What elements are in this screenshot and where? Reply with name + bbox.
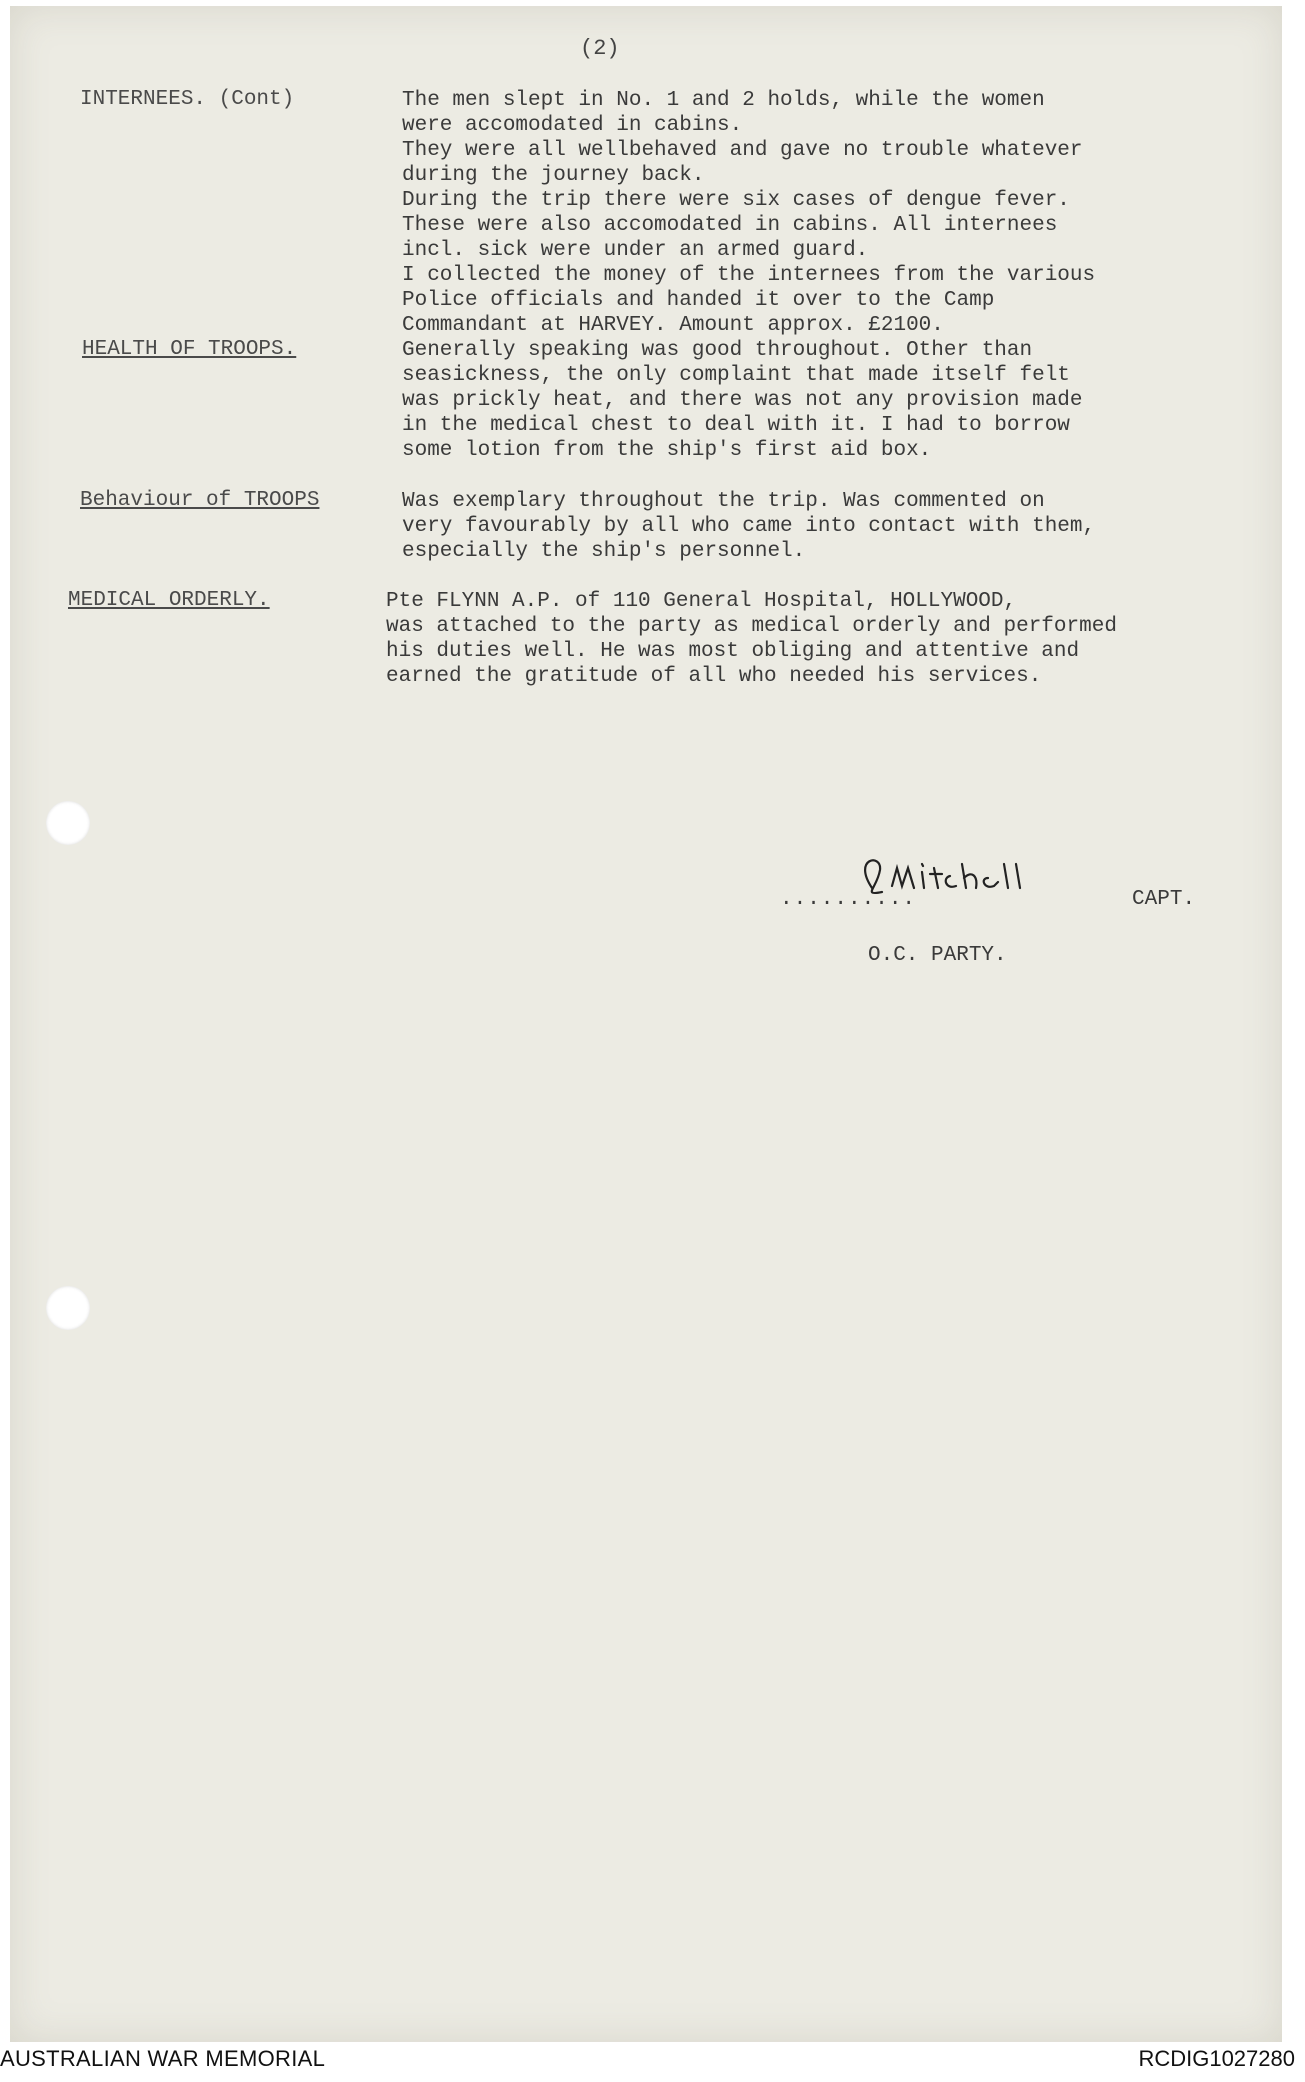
text-line: was attached to the party as medical orderly and performed — [386, 615, 1117, 638]
punch-hole-top — [46, 801, 90, 845]
text-line: Commandant at HARVEY. Amount approx. £2100. — [402, 314, 944, 337]
text-line: During the trip there were six cases of dengue fever. — [402, 189, 1070, 212]
punch-hole-bottom — [46, 1286, 90, 1330]
text-line: These were also accomodated in cabins. All internees — [402, 214, 1058, 237]
text-line: during the journey back. — [402, 164, 705, 187]
section-body-internees — [402, 88, 1095, 338]
text-line: some lotion from the ship's first aid box. — [402, 439, 932, 462]
text-line: very favourably by all who came into contact with them, — [402, 515, 1096, 538]
text-line: They were all wellbehaved and gave no trouble whatever — [402, 139, 1083, 162]
text-line: especially the ship's personnel. — [402, 540, 806, 563]
text-line: incl. sick were under an armed guard. — [402, 239, 869, 262]
text-line: I collected the money of the internees from the various — [402, 264, 1096, 287]
section-label-internees: INTERNEES. (Cont) — [80, 88, 295, 111]
text-line: seasickness, the only complaint that made itself felt — [402, 364, 1070, 387]
section-label-behaviour: Behaviour of TROOPS — [80, 489, 320, 512]
signature-line — [780, 888, 1195, 911]
text-line: Pte FLYNN A.P. of 110 General Hospital, HOLLYWOOD, — [386, 590, 1017, 613]
document-page — [10, 6, 1282, 2042]
section-body-health — [402, 338, 1083, 463]
signature-dots: .......... — [780, 888, 917, 911]
signature-rank: CAPT. — [1132, 888, 1196, 911]
section-body-behaviour — [402, 489, 1095, 564]
text-line: was prickly heat, and there was not any provision made — [402, 389, 1083, 412]
page-number: (2) — [580, 36, 620, 61]
section-label-medical-orderly: MEDICAL ORDERLY. — [68, 589, 270, 612]
text-line: in the medical chest to deal with it. I had to borrow — [402, 414, 1070, 437]
section-label-health: HEALTH OF TROOPS. — [82, 338, 297, 361]
signature-title: O.C. PARTY. — [868, 944, 1007, 967]
text-line: Was exemplary throughout the trip. Was commented on — [402, 490, 1045, 513]
section-body-medical-orderly — [386, 589, 1117, 689]
text-line: were accomodated in cabins. — [402, 114, 743, 137]
footer-reference-id: RCDIG1027280 — [1138, 2046, 1295, 2071]
text-line: Generally speaking was good throughout. Other than — [402, 339, 1033, 362]
text-line: his duties well. He was most obliging and attentive and — [386, 640, 1080, 663]
text-line: Police officials and handed it over to the Camp — [402, 289, 995, 312]
text-line: The men slept in No. 1 and 2 holds, while the women — [402, 89, 1045, 112]
footer-source: AUSTRALIAN WAR MEMORIAL — [0, 2046, 326, 2071]
text-line: earned the gratitude of all who needed his services. — [386, 665, 1042, 688]
